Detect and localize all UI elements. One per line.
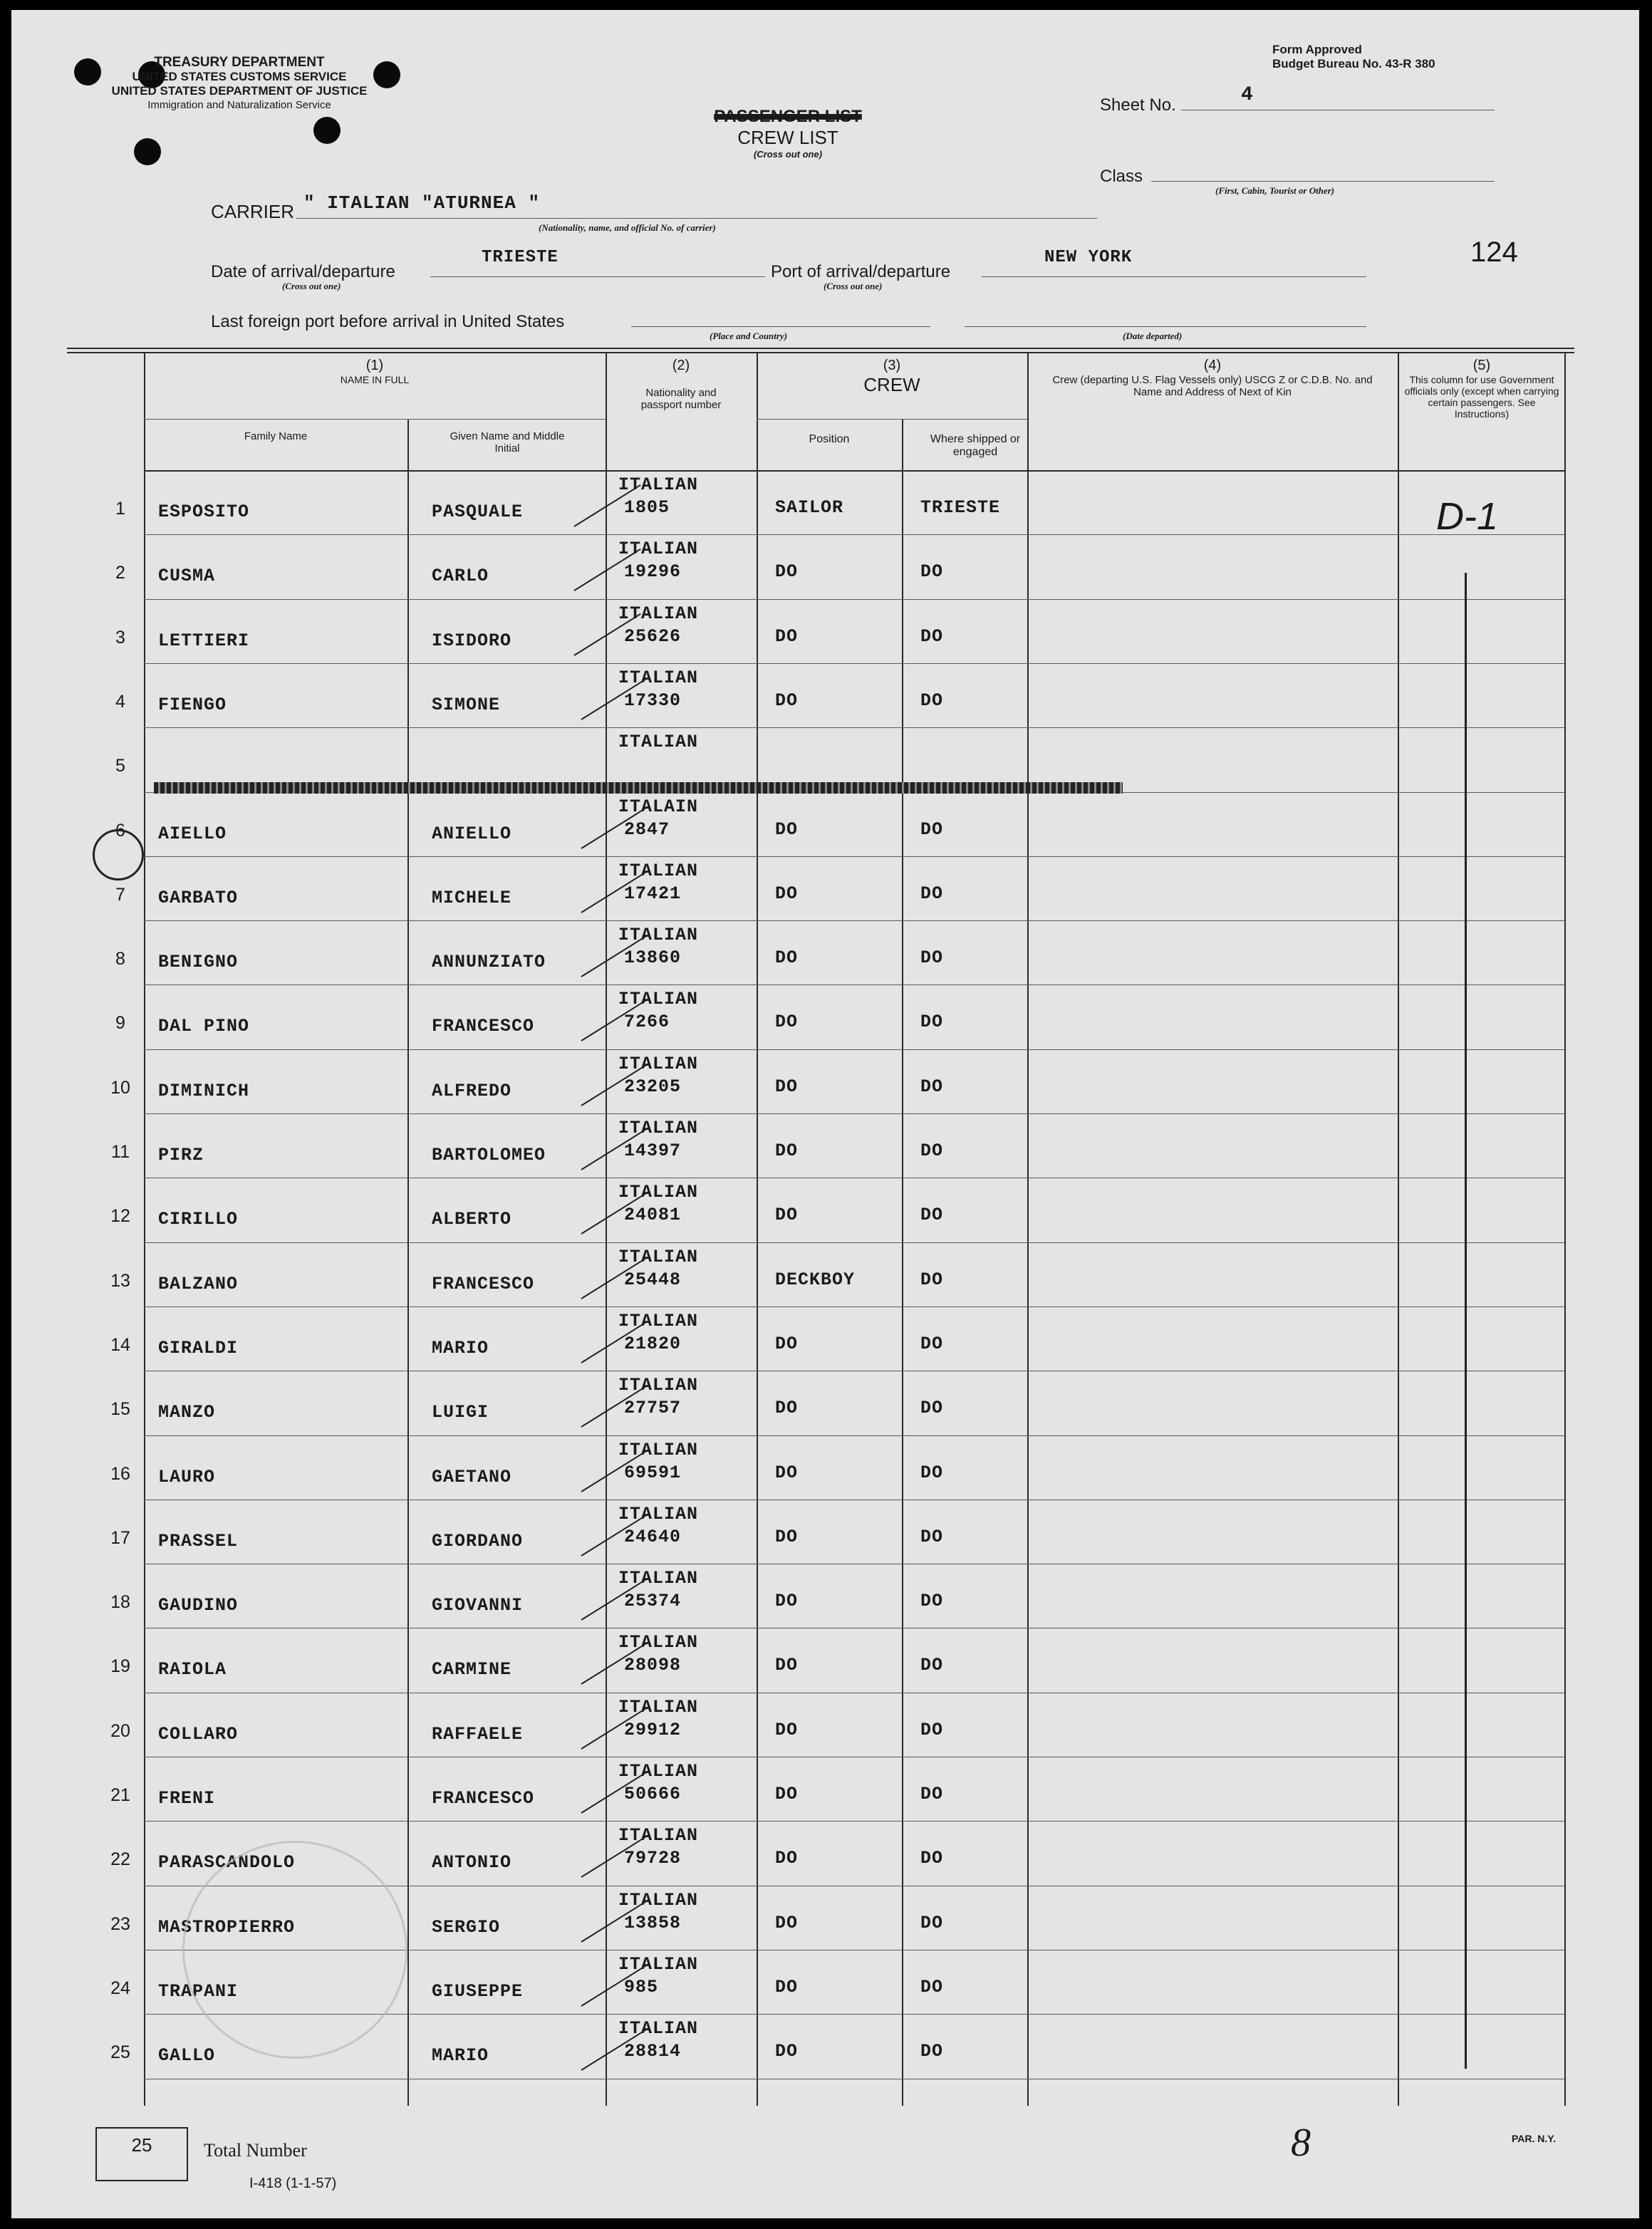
passport-number: 2847 (624, 819, 670, 840)
where-shipped: DO (920, 1462, 944, 1483)
where-shipped: TRIESTE (920, 497, 1001, 518)
nationality: ITALIAN (618, 1440, 699, 1460)
row-number: 12 (110, 1206, 130, 1226)
port-value: NEW YORK (1044, 248, 1133, 267)
passport-number: 13858 (624, 1913, 682, 1933)
where-shipped: DO (920, 1398, 944, 1418)
crew-position: DO (775, 1462, 799, 1483)
given-name: CARLO (432, 566, 489, 586)
family-name: FRENI (158, 1788, 216, 1809)
col1-title: NAME IN FULL (340, 374, 410, 385)
given-name: GIOVANNI (432, 1595, 524, 1616)
where-shipped: DO (920, 947, 944, 968)
given-name: ALFREDO (432, 1081, 512, 1101)
sheet-label: Sheet No. (1100, 95, 1176, 115)
col1-number: (1) (365, 358, 384, 373)
given-name: FRANCESCO (432, 1788, 535, 1809)
given-name: ANTONIO (432, 1852, 512, 1873)
row-divider (144, 1113, 1564, 1114)
row-number: 13 (110, 1271, 130, 1291)
passport-number: 25448 (624, 1269, 682, 1290)
where-shipped: DO (920, 1527, 944, 1547)
given-name: GIUSEPPE (432, 1981, 524, 2002)
family-name: CIRILLO (158, 1209, 239, 1230)
col5-number: (5) (1472, 358, 1491, 373)
form-approved-line-2: Budget Bureau No. 43-R 380 (1272, 57, 1435, 71)
family-name: COLLARO (158, 1724, 239, 1745)
passport-number: 14397 (624, 1141, 682, 1161)
nationality: ITALIAN (618, 1054, 699, 1074)
title-note: (Cross out one) (753, 149, 823, 160)
given-name-header: Given Name and Middle Initial (450, 430, 565, 454)
col2-number: (2) (672, 358, 690, 373)
row-divider (144, 1435, 1564, 1436)
crew-position: DO (775, 1205, 799, 1225)
passport-number: 27757 (624, 1398, 682, 1418)
nationality: ITALIAN (618, 989, 699, 1009)
row-number: 3 (115, 628, 125, 648)
total-number-label: Total Number (204, 2140, 307, 2161)
family-name: ESPOSITO (158, 502, 250, 522)
family-name: LETTIERI (158, 630, 250, 651)
crew-position: DO (775, 1334, 799, 1354)
row-number: 11 (111, 1142, 130, 1162)
where-shipped: DO (920, 561, 944, 582)
family-name: TRAPANI (158, 1981, 239, 2002)
given-name: ISIDORO (432, 630, 512, 651)
handwritten-vertical-stroke (1465, 573, 1467, 2069)
carrier-label: CARRIER (211, 201, 295, 222)
passport-number: 17330 (624, 690, 682, 711)
position-header: Position (809, 433, 850, 445)
col3-title: CREW (863, 374, 920, 395)
row-divider (144, 984, 1564, 985)
row-divider (144, 599, 1564, 600)
punch-hole (134, 138, 161, 165)
row-number: 23 (110, 1914, 130, 1934)
given-name: SERGIO (432, 1917, 501, 1938)
form-approved (1272, 43, 1435, 71)
nationality: ITALIAN (618, 1697, 699, 1718)
crew-position: DECKBOY (775, 1269, 856, 1290)
nationality: ITALIAN (618, 603, 699, 624)
where-shipped: DO (920, 1269, 944, 1290)
where-shipped: DO (920, 2041, 944, 2062)
where-shipped: DO (920, 1977, 944, 1997)
where-shipped: DO (920, 1784, 944, 1804)
crew-position: DO (775, 1398, 799, 1418)
family-name: CUSMA (158, 566, 216, 586)
family-name: PIRZ (158, 1145, 204, 1165)
col3-number: (3) (883, 358, 901, 373)
nationality: ITALIAN (618, 1247, 699, 1267)
row-divider (144, 663, 1564, 664)
crew-position: DO (775, 1913, 799, 1933)
nationality: ITALIAN (618, 1761, 699, 1782)
col2-header (606, 358, 757, 411)
row-number: 19 (110, 1656, 130, 1676)
passport-number: 25626 (624, 626, 682, 647)
col1-header (144, 358, 606, 385)
par-ny: PAR. N.Y. (1512, 2133, 1556, 2144)
family-name: MASTROPIERRO (158, 1917, 296, 1938)
row-number: 20 (110, 1721, 130, 1741)
family-name: DIMINICH (158, 1081, 250, 1101)
passport-number: 21820 (624, 1334, 682, 1354)
row-number: 8 (115, 949, 125, 969)
where-shipped: DO (920, 1848, 944, 1869)
crew-position: DO (775, 1076, 799, 1097)
family-name: PARASCANDOLO (158, 1852, 296, 1873)
row-divider (144, 1049, 1564, 1050)
agency-line-1: TREASURY DEPARTMENT (154, 55, 325, 70)
where-shipped: DO (920, 690, 944, 711)
row-number: 22 (110, 1849, 130, 1869)
crew-position: DO (775, 819, 799, 840)
nationality: ITALIAN (618, 1375, 699, 1396)
row-5-strikethrough (154, 782, 1123, 794)
punch-hole (313, 117, 341, 144)
row-number: 18 (110, 1592, 130, 1612)
passport-number: 69591 (624, 1462, 682, 1483)
carrier-note: (Nationality, name, and official No. of carrier) (539, 222, 716, 233)
agency-line-2: UNITED STATES CUSTOMS SERVICE (132, 70, 347, 83)
passport-number: 19296 (624, 561, 682, 582)
passport-number: 985 (624, 1977, 659, 1997)
total-box-value: 25 (131, 2134, 152, 2156)
passport-number: 23205 (624, 1076, 682, 1097)
where-shipped: DO (920, 883, 944, 904)
crew-position: DO (775, 626, 799, 647)
row-divider (144, 920, 1564, 921)
row-number: 25 (110, 2042, 130, 2062)
family-name: RAIOLA (158, 1659, 227, 1680)
where-shipped: DO (920, 1076, 944, 1097)
row-number: 21 (110, 1785, 130, 1805)
given-name: FRANCESCO (432, 1016, 535, 1036)
col3-header (757, 358, 1027, 396)
document-sheet (11, 10, 1639, 2218)
where-shipped: DO (920, 1720, 944, 1740)
nationality: ITALIAN (618, 2018, 699, 2039)
row-6-circle-mark (93, 829, 144, 880)
passport-number: 24081 (624, 1205, 682, 1225)
date-note: (Cross out one) (282, 281, 341, 291)
agency-line-4: Immigration and Naturalization Service (147, 99, 331, 111)
row-divider (144, 856, 1564, 857)
col4-header (1049, 358, 1376, 398)
nationality: ITALIAN (618, 1632, 699, 1653)
given-name: GIORDANO (432, 1531, 524, 1552)
crew-position: DO (775, 1591, 799, 1611)
given-name: GAETANO (432, 1467, 512, 1487)
crew-position: DO (775, 1655, 799, 1675)
form-number: I-418 (1-1-57) (249, 2176, 337, 2191)
family-name: PRASSEL (158, 1531, 239, 1552)
passport-number: 28098 (624, 1655, 682, 1675)
crew-position: DO (775, 2041, 799, 2062)
where-shipped: DO (920, 1334, 944, 1354)
nationality: ITALIAN (618, 861, 699, 881)
row-number: 7 (115, 885, 125, 905)
agency-header (76, 56, 403, 113)
row-number: 15 (110, 1399, 130, 1419)
family-name: GAUDINO (158, 1595, 239, 1616)
family-name: FIENGO (158, 695, 227, 715)
class-label: Class (1100, 167, 1143, 186)
family-name: BALZANO (158, 1274, 239, 1294)
nationality: ITALIAN (618, 732, 699, 752)
given-name: ANIELLO (432, 823, 512, 844)
given-name: PASQUALE (432, 502, 524, 522)
family-name: GIRALDI (158, 1338, 239, 1358)
title-block (681, 107, 895, 160)
nationality: ITALIAN (618, 1118, 699, 1138)
col2-title: Nationality and passport number (640, 387, 722, 411)
family-name: MANZO (158, 1402, 216, 1423)
nationality: ITALIAN (618, 667, 699, 688)
crew-position: DO (775, 1720, 799, 1740)
nationality: ITALIAN (618, 1504, 699, 1524)
nationality: ITALIAN (618, 1954, 699, 1975)
port-label: Port of arrival/departure (771, 262, 951, 281)
class-note: (First, Cabin, Tourist or Other) (1215, 185, 1335, 196)
row-number: 1 (115, 499, 125, 519)
row-number: 17 (110, 1528, 130, 1548)
carrier-value: " ITALIAN "ATURNEA " (303, 192, 541, 214)
crew-position: DO (775, 561, 799, 582)
family-name: GARBATO (158, 888, 239, 908)
sheet-value: 4 (1241, 84, 1254, 106)
passport-number: 13860 (624, 947, 682, 968)
handwritten-d1: D-1 (1436, 495, 1499, 538)
where-shipped: DO (920, 1591, 944, 1611)
crew-position: DO (775, 1141, 799, 1161)
passport-number: 28814 (624, 2041, 682, 2062)
row-number: 16 (110, 1464, 130, 1484)
date-departed-note: (Date departed) (1123, 331, 1183, 341)
row-number: 24 (110, 1978, 130, 1998)
family-name: LAURO (158, 1467, 216, 1487)
family-name: BENIGNO (158, 952, 239, 972)
given-name: RAFFAELE (432, 1724, 524, 1745)
where-shipped: DO (920, 1913, 944, 1933)
nationality: ITALIAN (618, 539, 699, 559)
title-crew-list: CREW LIST (737, 127, 838, 148)
handwritten-number: 124 (1470, 237, 1518, 268)
given-name: LUIGI (432, 1402, 489, 1423)
family-name: DAL PINO (158, 1016, 250, 1036)
row-number: 9 (115, 1013, 125, 1033)
crew-position: DO (775, 1012, 799, 1032)
passport-number: 25374 (624, 1591, 682, 1611)
where-shipped: DO (920, 819, 944, 840)
crew-position: DO (775, 1848, 799, 1869)
row-number: 2 (115, 563, 125, 583)
total-box (95, 2127, 188, 2181)
nationality: ITALIAN (618, 1890, 699, 1911)
crew-position: DO (775, 1977, 799, 1997)
crew-position: DO (775, 947, 799, 968)
customs-stamp (182, 1841, 407, 2059)
where-shipped: DO (920, 1205, 944, 1225)
row-number: 5 (115, 756, 125, 776)
crew-position: DO (775, 883, 799, 904)
given-name: FRANCESCO (432, 1274, 535, 1294)
where-shipped: DO (920, 1655, 944, 1675)
nationality: ITALIAN (618, 1182, 699, 1202)
nationality: ITALIAN (618, 1568, 699, 1589)
passport-number: 1805 (624, 497, 670, 518)
nationality: ITALAIN (618, 796, 699, 817)
row-divider (144, 1242, 1564, 1243)
where-shipped: DO (920, 1012, 944, 1032)
row-divider (144, 1821, 1564, 1822)
col4-title: Crew (departing U.S. Flag Vessels only) USCG Z or C.D.B. No. and Name and Address of Next of Kin (1052, 374, 1373, 398)
given-name: MARIO (432, 1338, 489, 1358)
nationality: ITALIAN (618, 925, 699, 945)
passport-number: 79728 (624, 1848, 682, 1869)
family-name: AIELLO (158, 823, 227, 844)
crew-position: DO (775, 1527, 799, 1547)
given-name: BARTOLOMEO (432, 1145, 546, 1165)
date-value: TRIESTE (482, 248, 559, 267)
row-divider (144, 534, 1564, 535)
given-name: SIMONE (432, 695, 501, 715)
row-number: 10 (110, 1078, 130, 1098)
row-number: 6 (115, 821, 125, 841)
given-name: MARIO (432, 2045, 489, 2066)
place-note: (Place and Country) (710, 331, 788, 341)
family-name-header: Family Name (244, 430, 308, 442)
where-header: Where shipped or engaged (930, 433, 1021, 458)
given-name: ALBERTO (432, 1209, 512, 1230)
passport-number: 29912 (624, 1720, 682, 1740)
port-note: (Cross out one) (824, 281, 883, 291)
where-shipped: DO (920, 1141, 944, 1161)
last-port-label: Last foreign port before arrival in United States (211, 312, 565, 331)
passport-number: 17421 (624, 883, 682, 904)
given-name: CARMINE (432, 1659, 512, 1680)
where-shipped: DO (920, 626, 944, 647)
passport-number: 7266 (624, 1012, 670, 1032)
row-number: 14 (110, 1335, 130, 1355)
title-crossed: PASSENGER LIST (714, 107, 862, 126)
family-name: GALLO (158, 2045, 216, 2066)
nationality: ITALIAN (618, 1825, 699, 1846)
date-label: Date of arrival/departure (211, 262, 395, 281)
col4-number: (4) (1203, 358, 1222, 373)
crew-position: DO (775, 1784, 799, 1804)
passport-number: 50666 (624, 1784, 682, 1804)
row-divider (144, 727, 1564, 728)
handwritten-mark: 8 (1291, 2121, 1311, 2165)
col5-header (1401, 358, 1563, 420)
nationality: ITALIAN (618, 474, 699, 495)
nationality: ITALIAN (618, 1311, 699, 1331)
col5-title: This column for use Government officials only (except when carrying certain passengers. See Instructions) (1404, 374, 1559, 420)
given-name: ANNUNZIATO (432, 952, 546, 972)
crew-position: SAILOR (775, 497, 844, 518)
row-number: 4 (115, 692, 125, 712)
crew-position: DO (775, 690, 799, 711)
form-approved-line-1: Form Approved (1272, 43, 1362, 56)
agency-line-3: UNITED STATES DEPARTMENT OF JUSTICE (111, 84, 368, 98)
passport-number: 24640 (624, 1527, 682, 1547)
given-name: MICHELE (432, 888, 512, 908)
row-divider (144, 1306, 1564, 1307)
